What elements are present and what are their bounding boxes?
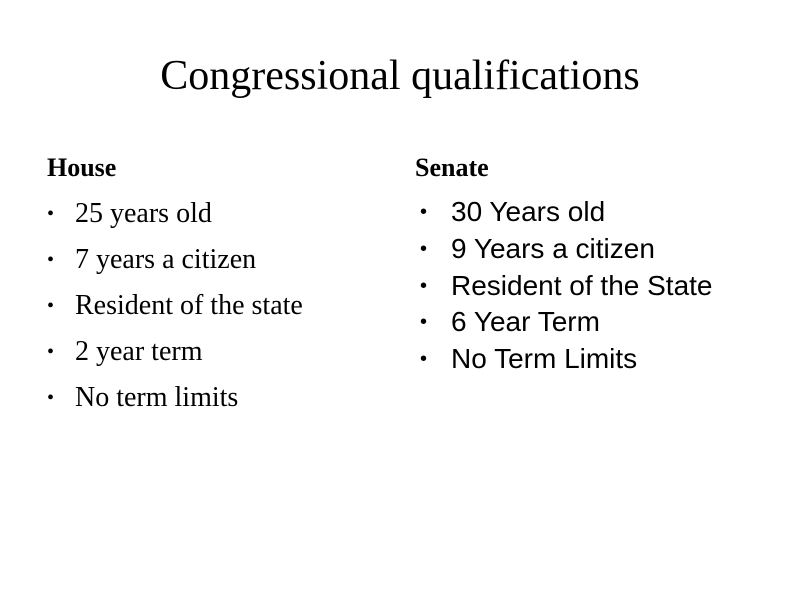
list-item-text: Resident of the State xyxy=(451,269,713,301)
bullet-icon: • xyxy=(47,341,55,363)
list-item-text: No Term Limits xyxy=(451,343,638,375)
list-item xyxy=(47,197,303,243)
list-item xyxy=(420,305,713,342)
senate-qualifications-list xyxy=(420,195,713,379)
list-item-text: Resident of the state xyxy=(75,290,303,321)
bullet-icon: • xyxy=(47,203,55,225)
senate-heading: Senate xyxy=(415,153,489,182)
bullet-icon: • xyxy=(420,237,428,260)
bullet-icon: • xyxy=(420,348,428,371)
list-item xyxy=(47,243,303,289)
house-qualifications-list xyxy=(47,197,303,427)
list-item-text: 6 Year Term xyxy=(451,306,600,338)
list-item xyxy=(47,381,303,427)
list-item xyxy=(420,195,713,232)
slide-title: Congressional qualifications xyxy=(160,53,640,99)
bullet-icon: • xyxy=(420,311,428,334)
list-item-text: 30 Years old xyxy=(451,196,606,227)
list-item xyxy=(47,289,303,335)
bullet-icon: • xyxy=(47,249,55,271)
list-item xyxy=(420,342,713,379)
list-item-text: 2 year term xyxy=(75,336,203,367)
list-item xyxy=(47,335,303,381)
list-item xyxy=(420,232,713,269)
bullet-icon: • xyxy=(420,274,428,297)
bullet-icon: • xyxy=(47,295,55,317)
list-item xyxy=(420,269,713,306)
list-item-text: 25 years old xyxy=(75,198,212,229)
house-heading: House xyxy=(47,153,117,182)
bullet-icon: • xyxy=(47,387,55,409)
list-item-text: 7 years a citizen xyxy=(75,244,257,275)
list-item-text: 9 Years a citizen xyxy=(451,232,655,264)
list-item-text: No term limits xyxy=(75,382,239,413)
bullet-icon: • xyxy=(420,201,428,223)
